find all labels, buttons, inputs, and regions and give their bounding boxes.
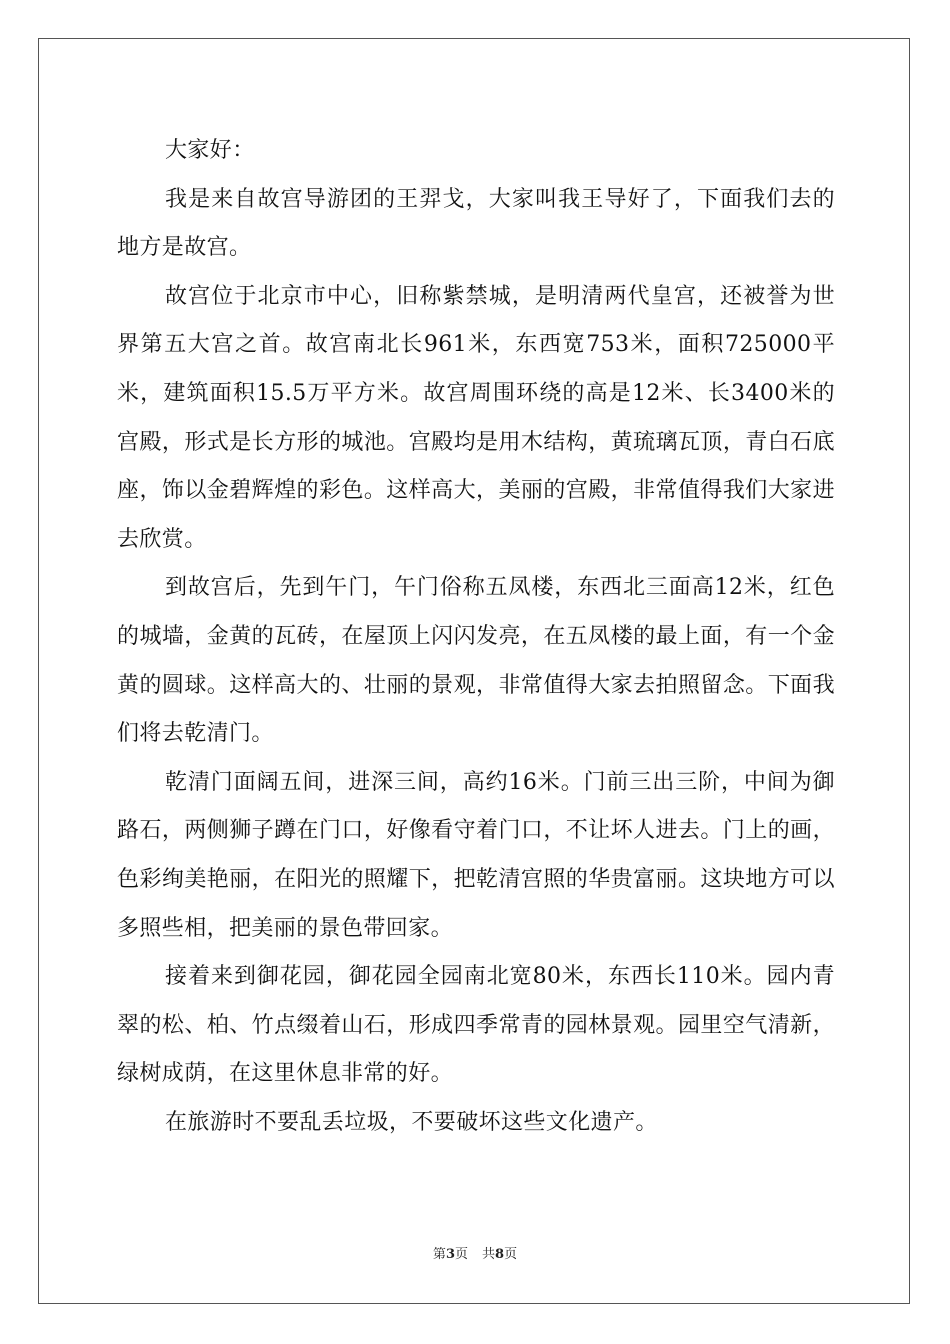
paragraph-qianqing-gate: 乾清门面阔五间，进深三间，高约16米。门前三出三阶，中间为御路石，两侧狮子蹲在门口，好像看守着门口，不让坏人进去。门上的画，色彩绚美艳丽，在阳光的照耀下，把乾清宫照的华贵富丽。这块地方可以多照些相，把美丽的景色带回家。 (117, 769, 835, 941)
paragraph-greeting: 大家好： (165, 138, 255, 163)
paragraph-imperial-garden: 接着来到御花园，御花园全园南北宽80米，东西长110米。园内青翠的松、柏、竹点缀着山石，形成四季常青的园林景观。园里空气清新，绿树成荫，在这里休息非常的好。 (117, 964, 835, 1087)
total-pages-suffix: 页 (504, 1247, 518, 1262)
paragraph-meridian-gate: 到故宫后，先到午门，午门俗称五凤楼，东西北三面高12米，红色的城墙，金黄的瓦砖，在屋顶上闪闪发亮，在五凤楼的最上面，有一个金黄的圆球。这样高大的、壮丽的景观，非常值得大家去拍照留念。下面我们将去乾清门。 (117, 575, 835, 747)
page-number-prefix: 第 (432, 1247, 446, 1262)
paragraph-introduction: 我是来自故宫导游团的王羿戈，大家叫我王导好了，下面我们去的地方是故宫。 (117, 186, 835, 261)
total-pages-number: 8 (495, 1247, 505, 1262)
document-body (117, 127, 835, 1147)
page-footer (0, 1247, 950, 1263)
paragraph-forbidden-city: 故宫位于北京市中心，旧称紫禁城，是明清两代皇宫，还被誉为世界第五大宫之首。故宫南北长961米，东西宽753米，面积725000平米，建筑面积15.5万平方米。故宫周围环绕的高是12米、长3400米的宫殿，形式是长方形的城池。宫殿均是用木结构，黄琉璃瓦顶，青白石底座，饰以金碧辉煌的彩色。这样高大，美丽的宫殿，非常值得我们大家进去欣赏。 (117, 283, 835, 552)
page-number-suffix: 页 (454, 1247, 468, 1262)
current-page-number: 3 (445, 1247, 455, 1262)
paragraph-reminder: 在旅游时不要乱丢垃圾，不要破坏这些文化遗产。 (165, 1109, 658, 1135)
total-pages-prefix: 共 (482, 1247, 496, 1262)
